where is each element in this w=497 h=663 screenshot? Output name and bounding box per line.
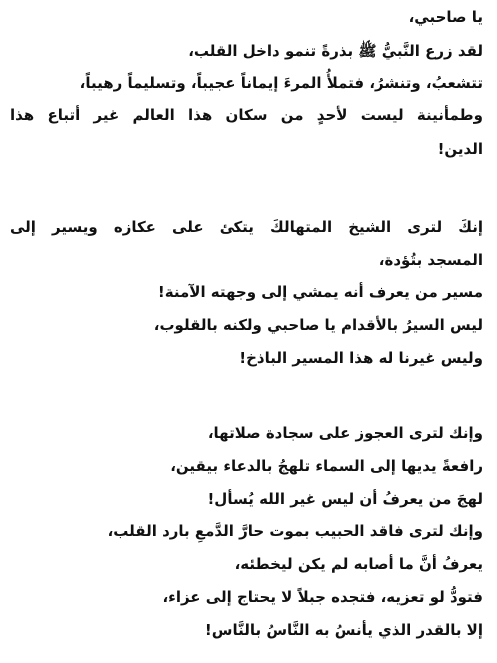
poem-line-17: إلا بالقدر الذي يأنسُ به النَّاسُ بالنَّاس! <box>204 621 483 639</box>
poem-line-13: لهجَ من يعرفُ أن ليس غير الله يُسأل! <box>207 490 483 508</box>
poem-line-11: وإنك لترى العجوز على سجادة صلاتها، <box>207 424 483 442</box>
poem-line-15: يعرفُ أنَّ ما أصابه لم يكن ليخطئه، <box>234 555 483 573</box>
poem-line-8: مسير من يعرف أنه يمشي إلى وجهته الآمنة! <box>157 283 483 301</box>
poem-line-2: لقد زرع النَّبيُّ ﷺ بذرةً تنمو داخل القلب، <box>188 42 483 60</box>
poem-line-3: تتشعبُ، وتنشرُ، فتملأُ المرءَ إيماناً عجيباً، وتسليماً رهيباً، <box>79 74 483 92</box>
poem-line-7: المسجد بتُؤدة، <box>378 251 483 269</box>
poem-line-14: وإنك لترى فاقد الحبيب بموت حارَّ الدَّمعِ بارد القلب، <box>107 522 483 540</box>
poem-line-16: فتودُّ لو تعزيه، فتجده جبلاً لا يحتاج إلى عزاء، <box>162 588 483 606</box>
poem-line-1: يا صاحبي، <box>408 8 483 26</box>
poem-line-4: وطمأنينة ليست لأحدٍ من سكان هذا العالم غير أتباع هذا <box>10 106 483 124</box>
poem-line-5: الدين! <box>437 140 483 158</box>
poem-line-6: إنكَ لترى الشيخ المتهالكَ يتكئ على عكازه ويسير إلى <box>10 218 483 236</box>
poem-line-9: ليس السيرُ بالأقدام يا صاحبي ولكنه بالقلوب، <box>153 316 483 334</box>
poem-line-12: رافعةً يديها إلى السماء تلهجُ بالدعاء بيقين، <box>170 457 483 475</box>
poem-line-10: وليس غيرنا له هذا المسير الباذخ! <box>239 349 483 367</box>
